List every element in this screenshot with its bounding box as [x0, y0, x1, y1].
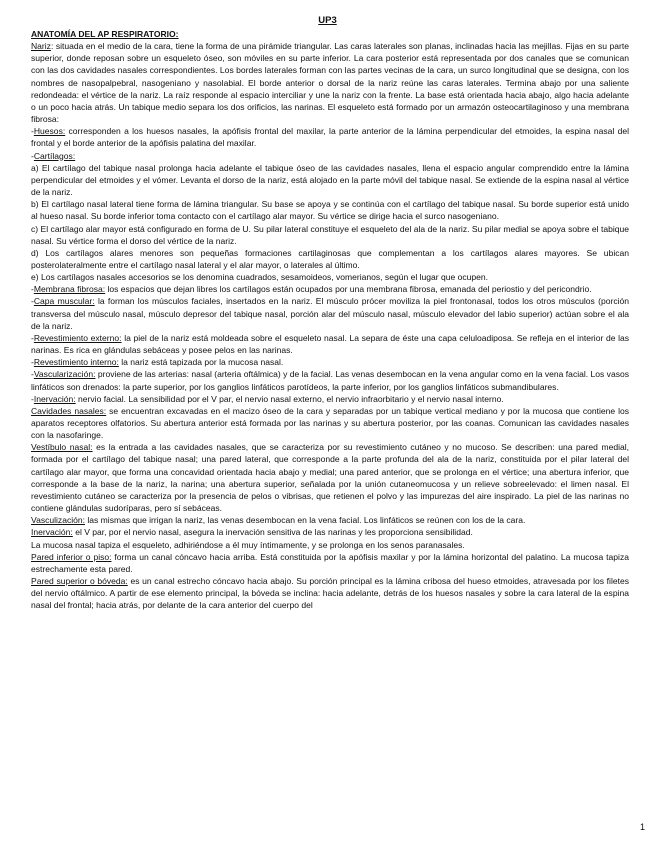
- paragraph: [31, 223, 629, 247]
- paragraph-text: forma un canal cóncavo hacia arriba. Está constituida por la apófisis maxilar y por la lámina horizontal del palatino. La mucosa tapiza estrechamente esta pared.: [31, 551, 629, 574]
- paragraph: [31, 271, 629, 283]
- paragraph: [31, 198, 629, 222]
- paragraph-heading: Vestíbulo nasal:: [31, 442, 93, 453]
- paragraph: [31, 332, 629, 356]
- paragraph-heading: Membrana fibrosa:: [33, 284, 106, 295]
- paragraph-text: la forman los músculos faciales, insertados en la nariz. El músculo prócer moviliza la piel frontonasal, todos los otros músculos (porción transversa del músculo nasal, músculo depresor del tabique nasal, porción alar del músculo nasal, músculo elevador del labio superior) actúan sobre el ala de la nariz.: [31, 296, 630, 331]
- paragraph-heading: Nariz: [31, 41, 51, 52]
- paragraph-text: la piel de la nariz está moldeada sobre el esqueleto nasal. La separa de éste una capa celuloadiposa. Se refleja en el interior de las narinas. Es rica en glándulas sebáceas y posee pelos en las narinas.: [31, 332, 630, 356]
- paragraph-prefix: -: [31, 126, 34, 137]
- paragraph-text: d) Los cartílagos alares menores son pequeñas formaciones cartilaginosas que complementan a los cartílagos alares mayores. Se ubican posterolateralmente entre el cartílago nasal lateral y el alar mayor, o laterales al último.: [31, 247, 629, 270]
- paragraph-heading: Revestimiento externo:: [33, 332, 122, 343]
- paragraph-heading: Vascularización:: [33, 369, 96, 380]
- paragraph-heading: Cartílagos:: [33, 150, 76, 161]
- paragraph-text: a) El cartílago del tabique nasal prolonga hacia adelante el tabique óseo de las cavidades nasales, llena el espacio angular comprendido entre la lámina perpendicular del etmoides y el vómer. Levanta el dorso de la nariz, está alojado en la parte móvil del tabique nasal. Se extiende de la espina nasal al vértice de la nariz.: [31, 162, 629, 198]
- paragraph-heading: Inervación:: [33, 393, 76, 404]
- paragraph-separator: :: [50, 41, 56, 52]
- paragraph-heading: Inervación:: [31, 527, 73, 538]
- paragraph-heading: Cavidades nasales:: [31, 405, 107, 416]
- paragraph-text: situada en el medio de la cara, tiene la forma de una pirámide triangular. Las caras laterales son planas, inclinadas hacia las mejillas. Fijas en su parte superior, donde reposan sobre un esqueleto óseo, son móviles en su parte inferior. La cara posterior está representada por dos canales que se comunican con las dos cavidades nasales correspondientes. Los bordes laterales forman con las partes vecinas de la cara, un surco longitudinal que se designa, con los nombres de nasopalpebral, nasogeniano y nasolabial. El borde anterior o dorsal de la nariz reúne las caras laterales. Termina abajo por una saliente redondeada: el vértice de la nariz. La raíz responde al espacio interciliar y une la nariz con la frente. La base está orientada hacia abajo, algo hacia adelante o un poco hacia atrás. Un tabique medio separa los dos orificios, las narinas. El esqueleto está formado por un armazón osteocartilaginoso y una membrana fibrosa:: [31, 41, 629, 125]
- paragraph-text: las mismas que irrigan la nariz, las venas desembocan en la vena facial. Los linfáticos se reúnen con los de la cara.: [87, 515, 526, 526]
- paragraph-text: proviene de las arterias: nasal (arteria oftálmica) y de la facial. Las venas desembocan en la vena angular como en la vena facial. Los vasos linfáticos son drenados: la parte superior, por los ganglios linfáticos parotídeos, la parte inferior, por los ganglios linfáticos submandibulares.: [31, 369, 629, 392]
- section-title-text: ANATOMÍA DEL AP RESPIRATORIO:: [31, 29, 179, 39]
- paragraph: [31, 162, 629, 198]
- paragraph: [31, 539, 629, 551]
- paragraph-text: nervio facial. La sensibilidad por el V par, el nervio nasal externo, el nervio infraorbitario y el nervio nasal interno.: [78, 393, 504, 404]
- page-header: UP3: [318, 15, 337, 26]
- paragraph-heading: Vasculización:: [31, 515, 85, 526]
- page-number: 1: [640, 822, 646, 832]
- paragraph: [31, 526, 629, 538]
- paragraph-heading: Pared superior o bóveda:: [31, 576, 128, 587]
- paragraph: [31, 514, 629, 526]
- paragraph-prefix: -: [31, 284, 34, 295]
- paragraph: [31, 40, 629, 125]
- paragraph-text: La mucosa nasal tapiza el esqueleto, adhiriéndose a él muy íntimamente, y se prolonga en los senos paranasales.: [31, 539, 465, 550]
- paragraph-prefix: -: [31, 393, 34, 404]
- paragraph-text: los espacios que dejan libres los cartílagos están ocupados por una membrana fibrosa, emanada del periostio y del pericondrio.: [107, 284, 592, 295]
- paragraph: [31, 368, 629, 392]
- paragraph-heading: Revestimiento interno:: [33, 357, 119, 368]
- paragraph: [31, 125, 629, 149]
- paragraph-text: es la entrada a las cavidades nasales, que se caracteriza por su revestimiento cutáneo y no mucoso. Se describen: una pared medial, formada por el cartílago del tabique nasal; una pared lateral, que corresponde a la parte profunda del ala de la nariz, constituida por el pilar lateral del cartílago alar mayor, que forma una concavidad orientada hacia abajo y medial; una pared anterior, que se prolonga en el vértice; una abertura inferior, que corresponde a la base de la nariz, la narina; una abertura superior, señalada por la unión cutaneomucosa y un relieve sobreelevado: el limen nasal. El revestimiento cutáneo se caracteriza por la presencia de pelos o vibrisas, que retienen el polvo y las impurezas del aire inspirado. La piel de las narinas no contiene glándulas sudoríparas, pero sí sebáceas.: [31, 442, 629, 514]
- paragraph-prefix: -: [31, 332, 34, 343]
- paragraph: [31, 551, 629, 575]
- document-body: [31, 28, 629, 612]
- paragraph: [31, 405, 629, 441]
- paragraph-text: b) El cartílago nasal lateral tiene forma de lámina triangular. Su base se apoya y se continúa con el cartílago del tabique nasal. Su borde superior está unido al hueso nasal. Su borde inferior toma contacto con el cartílago alar mayor. Su vértice se dirige hacia el surco nasogeniano.: [31, 199, 629, 222]
- paragraph: [31, 295, 629, 331]
- paragraph-text: el V par, por el nervio nasal, asegura la inervación sensitiva de las narinas y les proporciona sensibilidad.: [75, 527, 473, 538]
- paragraph: [31, 393, 629, 405]
- paragraph-heading: Huesos:: [33, 126, 66, 137]
- paragraph-text: la nariz está tapizada por la mucosa nasal.: [121, 357, 284, 368]
- paragraph: [31, 247, 629, 271]
- section-title: [31, 28, 629, 40]
- paragraph-heading: Pared inferior o piso:: [31, 551, 112, 562]
- paragraph-text: es un canal estrecho cóncavo hacia abajo. Su porción principal es la lámina cribosa del hueso etmoides, atravesada por los filetes del nervio oftálmico. A partir de ese elemento principal, la bóveda se inclina: hacia adelante, detrás de los huesos nasales y sobre la cara lateral de la espina nasal del frontal; hacia atrás, por delante de la cara anterior del cuerpo del: [31, 576, 630, 611]
- paragraph-prefix: -: [31, 369, 34, 380]
- paragraph: [31, 283, 629, 295]
- paragraph: [31, 356, 629, 368]
- paragraph-text: e) Los cartílagos nasales accesorios se los denomina cuadrados, sesamoideos, vomerianos, según el lugar que ocupen.: [31, 272, 489, 283]
- paragraph: [31, 575, 629, 611]
- paragraph-text: c) El cartílago alar mayor está configurado en forma de U. Su pilar lateral constituye el esqueleto del ala de la nariz. Su pilar medial se apoya sobre el tabique nasal. Su vértice forma el dorso del vértice de la nariz.: [31, 223, 629, 246]
- paragraph: [31, 150, 629, 162]
- paragraph-prefix: -: [31, 357, 34, 368]
- paragraph-text: se encuentran excavadas en el macizo óseo de la cara y separadas por un tabique vertical mediano y por la mucosa que contiene los aparatos receptores olfatorios. Su abertura anterior está formada por las narinas y su abertura posterior, por las coanas. Comunican las cavidades nasales con la nasofaringe.: [31, 405, 630, 441]
- paragraph: [31, 441, 629, 514]
- paragraph-text: corresponden a los huesos nasales, la apófisis frontal del maxilar, la parte anterior de la lámina perpendicular del etmoides, la espina nasal del frontal y el borde anterior de la apófisis palatina del maxilar.: [31, 126, 629, 149]
- paragraph-heading: Capa muscular:: [33, 296, 95, 307]
- paragraph-prefix: -: [31, 150, 34, 161]
- paragraph-prefix: -: [31, 296, 34, 307]
